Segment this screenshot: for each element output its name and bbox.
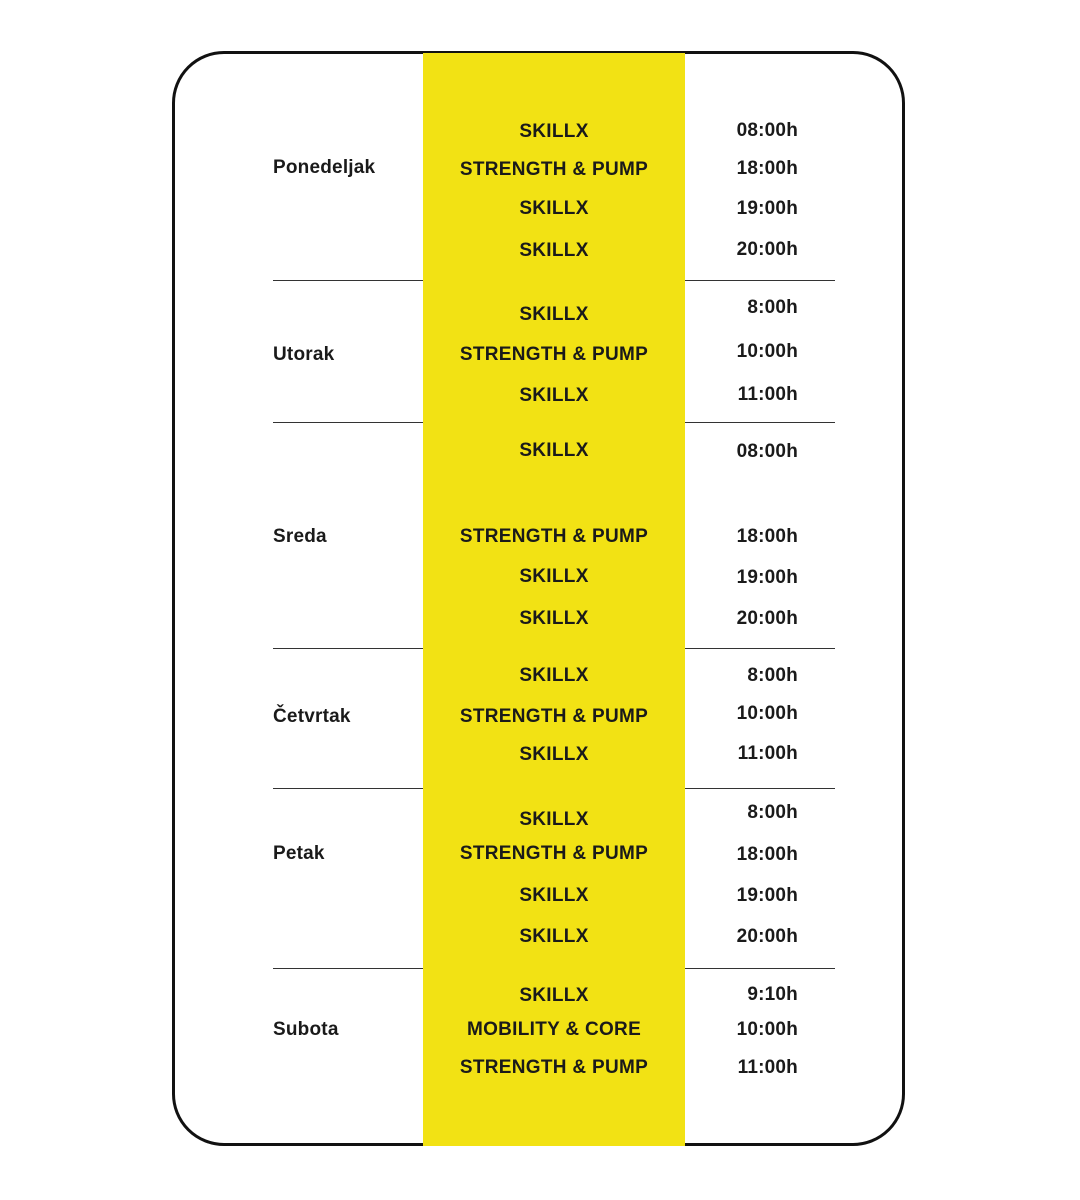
class-time: 20:00h (736, 608, 798, 629)
day-divider (273, 788, 423, 789)
class-name: SKILLX (519, 985, 589, 1006)
class-name: SKILLX (519, 608, 589, 629)
day-divider (273, 968, 423, 969)
class-name: STRENGTH & PUMP (459, 843, 649, 864)
class-name: SKILLX (519, 809, 589, 830)
class-time: 11:00h (737, 743, 798, 764)
class-name: STRENGTH & PUMP (459, 1057, 649, 1078)
day-divider (685, 968, 835, 969)
class-name: STRENGTH & PUMP (459, 706, 649, 727)
day-label-sreda: Sreda (273, 526, 327, 547)
class-name: MOBILITY & CORE (466, 1019, 642, 1040)
class-name: SKILLX (519, 885, 589, 906)
day-divider (685, 422, 835, 423)
class-name: SKILLX (519, 440, 589, 461)
day-label-cetvrtak: Četvrtak (273, 706, 351, 727)
class-time: 19:00h (736, 198, 798, 219)
class-time: 20:00h (736, 926, 798, 947)
class-name: STRENGTH & PUMP (459, 159, 649, 180)
class-time: 19:00h (736, 567, 798, 588)
class-name: SKILLX (519, 665, 589, 686)
day-label-petak: Petak (273, 843, 325, 864)
day-divider (273, 648, 423, 649)
class-name: SKILLX (519, 121, 589, 142)
class-time: 10:00h (736, 703, 798, 724)
class-time: 20:00h (736, 239, 798, 260)
class-time: 08:00h (736, 441, 798, 462)
class-time: 18:00h (736, 526, 798, 547)
class-time: 18:00h (736, 844, 798, 865)
class-time: 18:00h (736, 158, 798, 179)
class-name: SKILLX (519, 566, 589, 587)
class-name: SKILLX (519, 240, 589, 261)
class-time: 19:00h (736, 885, 798, 906)
day-label-utorak: Utorak (273, 344, 335, 365)
class-time: 8:00h (747, 665, 798, 686)
day-divider (273, 280, 423, 281)
class-time: 08:00h (736, 120, 798, 141)
class-name: SKILLX (519, 385, 589, 406)
class-name: SKILLX (519, 304, 589, 325)
class-name: STRENGTH & PUMP (459, 526, 649, 547)
class-name: SKILLX (519, 926, 589, 947)
class-time: 11:00h (737, 384, 798, 405)
day-divider (685, 788, 835, 789)
day-label-subota: Subota (273, 1019, 339, 1040)
class-time: 8:00h (747, 802, 798, 823)
class-name: SKILLX (519, 198, 589, 219)
day-divider (685, 280, 835, 281)
class-name: SKILLX (519, 744, 589, 765)
class-time: 11:00h (737, 1057, 798, 1078)
day-divider (685, 648, 835, 649)
day-divider (273, 422, 423, 423)
class-time: 10:00h (736, 1019, 798, 1040)
class-time: 8:00h (747, 297, 798, 318)
class-time: 10:00h (736, 341, 798, 362)
class-time: 9:10h (747, 984, 798, 1005)
day-label-ponedeljak: Ponedeljak (273, 157, 376, 178)
class-name: STRENGTH & PUMP (459, 344, 649, 365)
